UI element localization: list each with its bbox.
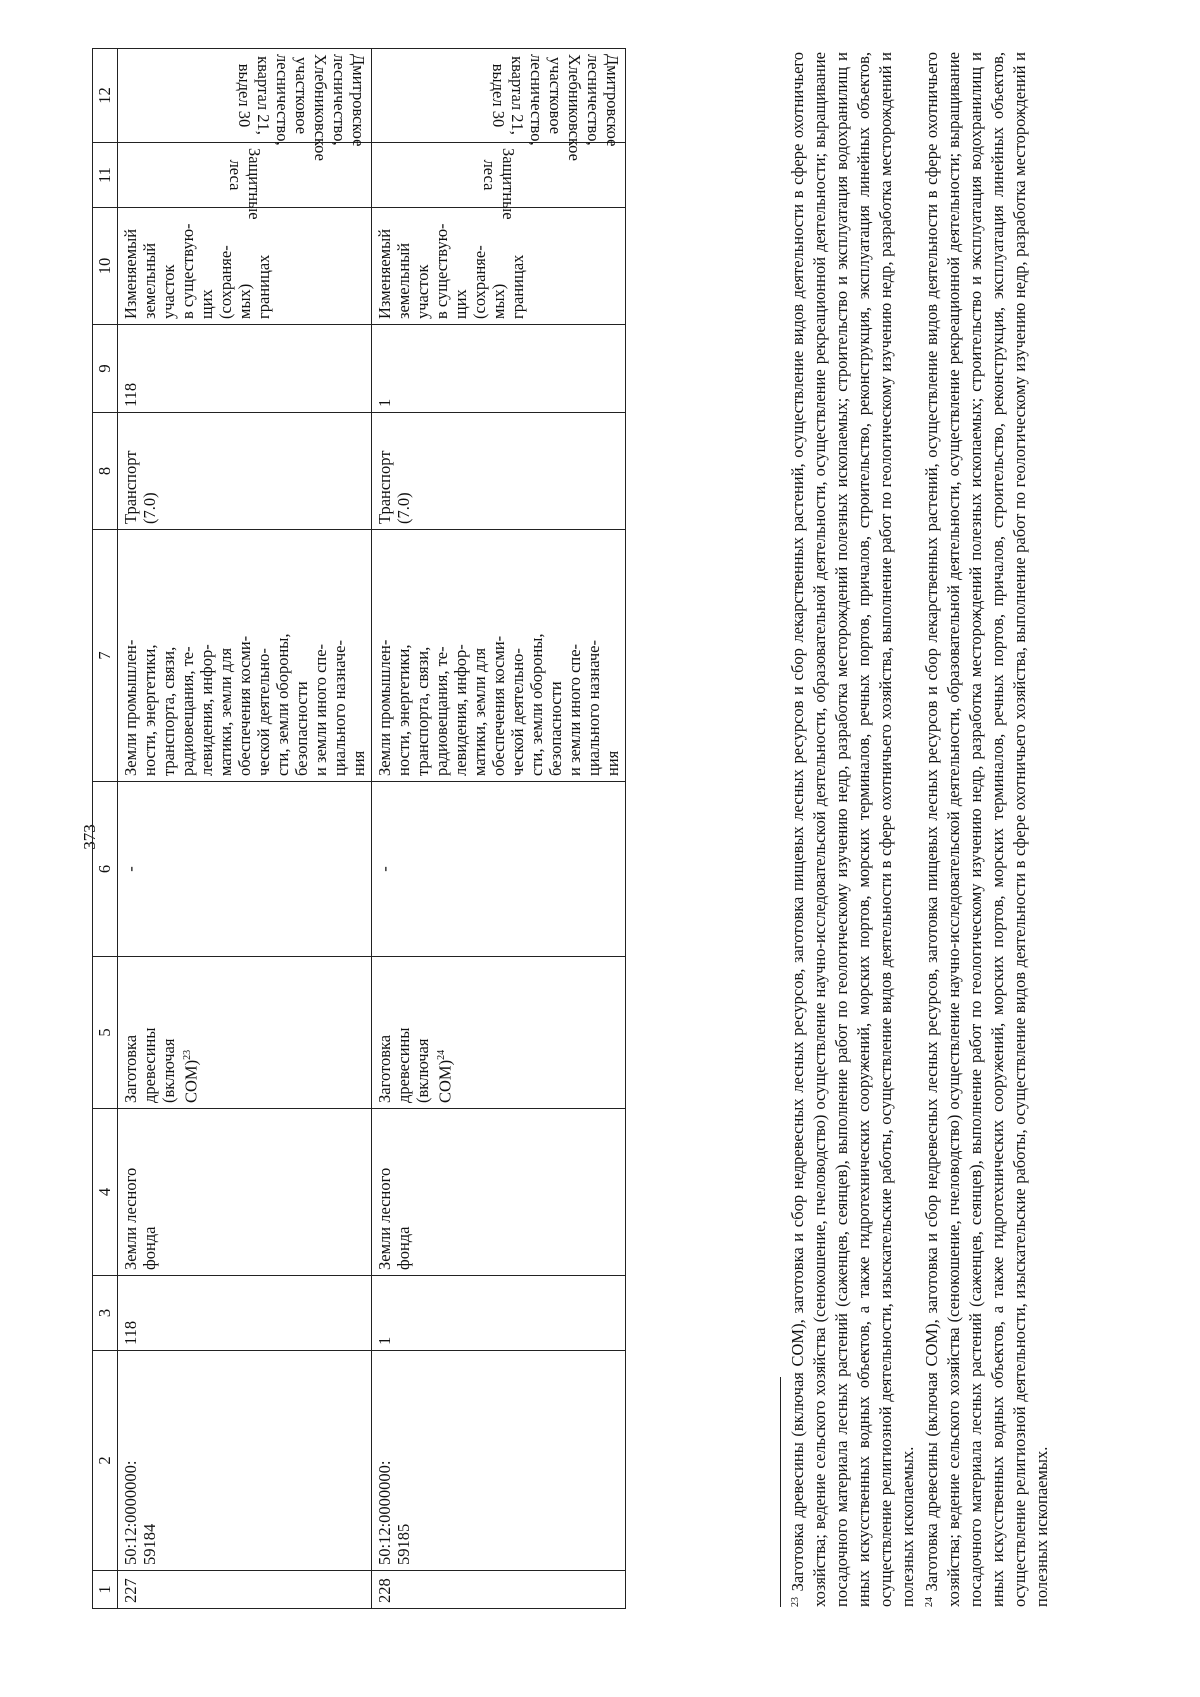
footnote-marker: 23 xyxy=(790,1597,801,1607)
cell-col6-text: - xyxy=(375,866,394,872)
cell-location-text: Дмитровское лесничество, Хлебниковское участковое лесничество, квартал 21, выдел 30 xyxy=(235,54,368,161)
register-table xyxy=(92,48,626,1609)
cell-target-use-text: Транспорт (7.0) xyxy=(375,450,413,524)
cell-target-use-text: Транспорт (7.0) xyxy=(121,450,159,524)
cell-parcel-status-text: Изменяемый земельный участок в существую- щих (сохраняе- мых) границах xyxy=(121,223,273,319)
col-number: 4 xyxy=(93,1109,118,1276)
footnote-marker: 24 xyxy=(924,1597,935,1607)
cell-col6 xyxy=(118,782,372,957)
footnotes xyxy=(780,52,1053,1607)
cell-permitted-use xyxy=(372,957,626,1109)
cell-forest-purpose xyxy=(118,143,372,220)
page-number: 373 xyxy=(80,824,99,850)
cell-cadastral-number-text: 50:12:0000000: 59185 xyxy=(375,1460,413,1565)
cell-target-use xyxy=(118,413,372,530)
cell-row-number-text: 227 xyxy=(121,1578,140,1603)
cell-land-category-text: Земли лесного фонда xyxy=(121,1167,159,1270)
cell-target-category xyxy=(372,530,626,782)
cell-row-number xyxy=(372,1571,626,1609)
cell-target-category-text: Земли промышлен- ности, энергетики, транспорта, связи, радиовещания, те- левидения, инфор- матики, земли для обеспечения косми- ческой деятельно- сти, земли обороны, безопасности и земли иного спе- циального назначе- ния xyxy=(375,633,622,776)
footnote xyxy=(919,52,1053,1607)
footnote-text: Заготовка древесины (включая СОМ), заготовка и сбор недревесных лесных ресурсов, заготовка пищевых лесных ресурсов и сбор лекарственных растений, осуществление видов деятельности в сфере охотничьего хозяйства; ведение сельского хозяйства (сенокошение, пчеловодство) осуществление научно-исследовательской деятельности, образовательной деятельности, осуществление рекреационной деятельности; выращивание посадочного материала лесных растений (саженцев, сеянцев), выполнение работ по геологическому изучению недр, разработка месторождений полезных ископаемых; строительство и эксплуатация водохранилищ и иных искусственных водных объектов, а также гидротехнических сооружений, морских портов, морских терминалов, речных портов, причалов, строительство, реконструкция, эксплуатация линейных объектов, осуществление религиозной деятельности, изыскательские работы, осуществление видов деятельности в сфере охотничьего хозяйства, выполнение работ по геологическому изучению недр, разработка месторождений и полезных ископаемых. xyxy=(922,51,1051,1607)
cell-target-use xyxy=(372,413,626,530)
cell-cadastral-number xyxy=(372,1351,626,1571)
footnote-text: Заготовка древесины (включая СОМ), заготовка и сбор недревесных лесных ресурсов, заготовка пищевых лесных ресурсов и сбор лекарственных растений, осуществление видов деятельности в сфере охотничьего хозяйства; ведение сельского хозяйства (сенокошение, пчеловодство) осуществление научно-исследовательской деятельности, образовательной деятельности, осуществление рекреационной деятельности; выращивание посадочного материала лесных растений (саженцев, сеянцев), выполнение работ по геологическому изучению недр, разработка месторождений полезных ископаемых; строительство и эксплуатация водохранилищ и иных искусственных водных объектов, а также гидротехнических сооружений, морских портов, морских терминалов, речных портов, причалов, строительство, реконструкция, эксплуатация линейных объектов, осуществление религиозной деятельности, изыскательские работы, осуществление видов деятельности в сфере охотничьего хозяйства, выполнение работ по геологическому изучению недр, разработка месторождений и полезных ископаемых. xyxy=(788,51,917,1607)
cell-forest-purpose xyxy=(372,143,626,220)
col-number: 7 xyxy=(93,530,118,782)
cell-parcel-status xyxy=(118,208,372,325)
table-row xyxy=(118,49,372,1609)
cell-area-text: 118 xyxy=(121,1320,140,1345)
column-number-row xyxy=(93,49,118,1609)
cell-land-category xyxy=(372,1109,626,1276)
cell-parcel-status xyxy=(372,208,626,325)
cell-area-changed xyxy=(372,325,626,413)
cell-location xyxy=(372,49,626,161)
cell-land-category xyxy=(118,1109,372,1276)
cell-row-number-text: 228 xyxy=(375,1578,394,1603)
col-number: 10 xyxy=(93,208,118,325)
col-number: 1 xyxy=(93,1571,118,1609)
cell-forest-purpose-text: Защитные леса xyxy=(225,148,264,220)
col-number: 6 xyxy=(93,782,118,957)
cell-location-text: Дмитровское лесничество, Хлебниковское участковое лесничество, квартал 21, выдел 30 xyxy=(489,54,622,161)
cell-forest-purpose-text: Защитные леса xyxy=(479,148,518,220)
cell-area-changed-text: 118 xyxy=(121,382,140,407)
col-number: 8 xyxy=(93,413,118,530)
cell-col6 xyxy=(372,782,626,957)
cell-cadastral-number-text: 50:12:0000000: 59184 xyxy=(121,1460,159,1565)
col-number: 11 xyxy=(93,143,118,208)
cell-area-changed-text: 1 xyxy=(375,398,394,407)
cell-col6-text: - xyxy=(121,866,140,872)
cell-land-category-text: Земли лесного фонда xyxy=(375,1167,413,1270)
footnote xyxy=(785,52,919,1607)
cell-area xyxy=(118,1276,372,1351)
cell-permitted-use xyxy=(118,957,372,1109)
cell-row-number xyxy=(118,1571,372,1609)
cell-target-category xyxy=(118,530,372,782)
footnote-ref: 23 xyxy=(182,1049,193,1060)
footnote-divider xyxy=(780,1377,781,1607)
cell-permitted-use-text: Заготовка древесины (включая СОМ) xyxy=(121,1027,201,1103)
cell-permitted-use-text: Заготовка древесины (включая СОМ) xyxy=(375,1027,455,1103)
cell-area-text: 1 xyxy=(375,1336,394,1345)
col-number: 12 xyxy=(93,49,118,143)
col-number: 3 xyxy=(93,1276,118,1351)
table-row xyxy=(372,49,626,1609)
cell-cadastral-number xyxy=(118,1351,372,1571)
cell-parcel-status-text: Изменяемый земельный участок в существую- щих (сохраняе- мых) границах xyxy=(375,223,527,319)
col-number: 9 xyxy=(93,325,118,413)
cell-area-changed xyxy=(118,325,372,413)
cell-area xyxy=(372,1276,626,1351)
col-number: 5 xyxy=(93,957,118,1109)
cell-location xyxy=(118,49,372,161)
footnote-ref: 24 xyxy=(436,1049,447,1060)
col-number: 2 xyxy=(93,1351,118,1571)
cell-target-category-text: Земли промышлен- ности, энергетики, транспорта, связи, радиовещания, те- левидения, инфор- матики, земли для обеспечения косми- ческой деятельно- сти, земли обороны, безопасности и земли иного спе- циального назначе- ния xyxy=(121,633,368,776)
